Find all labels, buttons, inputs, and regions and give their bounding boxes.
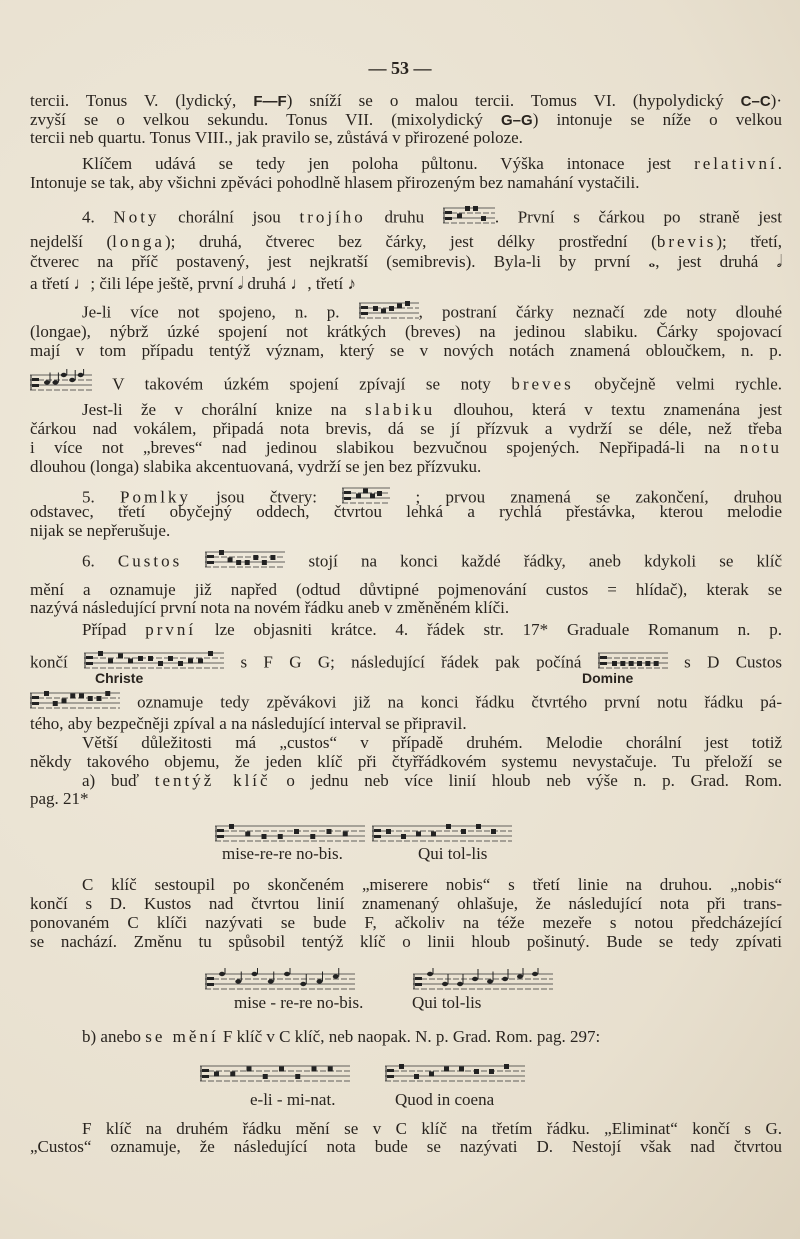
page-number: — 53 — — [368, 58, 432, 78]
modern-slur-notation-icon — [30, 369, 92, 402]
text-line — [30, 913, 782, 933]
text-span: . První s čárkou po straně jest — [494, 207, 782, 227]
text-span: mají v tom případu tentýž význam, který se v nových notách znamená obloučkem, n. p. — [30, 341, 782, 360]
text-span: zvyší se o velkou sekundu. Tonus VII. (mixolydický — [30, 110, 501, 129]
text-span: a třetí — [30, 274, 74, 293]
text-span: stojí na konci každé řádky, aneb kdykoli se klíč — [285, 551, 783, 571]
text-line — [30, 647, 782, 672]
text-span: ); třetí, — [716, 232, 782, 251]
text-span: )· — [770, 91, 782, 110]
text-span: F klíč v C klíč, neb naopak. N. p. Grad. Rom. pag. 297: — [218, 1027, 601, 1046]
text-span: končí s D. Kustos nad čtvrtou linií znamenaný ohlašuje, že následující nota při trans- — [30, 894, 782, 913]
text-span: pag. 21* — [30, 789, 89, 808]
text-span: 𝅗𝅥 — [776, 252, 782, 271]
text-span: (longae), nýbrž úzké spojení not krátkých (breves) na jedinou slabiku. Čárky spojovací — [30, 322, 782, 341]
three-note-types-notation-icon — [443, 202, 495, 235]
text-span: tého, aby bezpečněji zpíval a na následující interval se připravil. — [30, 714, 467, 733]
text-span: tercii. Tonus V. (lydický, — [30, 91, 254, 110]
text-span: F—F — [253, 93, 287, 110]
text-span: s D Custos — [667, 652, 782, 672]
text-line — [30, 322, 782, 342]
example-b-chant-staff-1 — [200, 1060, 350, 1093]
text-span: druhu — [365, 207, 443, 227]
text-span: tercii neb quartu. Tonus VIII., jak pravilo se, zůstává v přirozené poloze. — [30, 128, 523, 147]
text-line — [30, 128, 782, 148]
text-span: druhá — [243, 274, 291, 293]
text-span: relativní — [694, 154, 778, 173]
text-line — [30, 173, 782, 193]
text-span — [182, 551, 205, 570]
example-b-chant-staff-2 — [385, 1060, 525, 1093]
lyrics: Qui tol-lis — [418, 844, 488, 863]
text-line — [30, 502, 782, 522]
text-span: „Custos“ oznamuje, že následující nota bude se nazývati D. Nestojí však nad čtvrtou — [30, 1137, 782, 1156]
text-line — [30, 341, 782, 361]
custos-notation-icon — [205, 546, 285, 579]
text-line — [30, 620, 782, 640]
text-span: čtverec na příč postavený, jest nejkratší (semibrevis). Byla-li by první — [30, 252, 649, 271]
text-span: notu — [739, 438, 782, 457]
text-span: 𝅗𝅥 — [237, 274, 244, 293]
text-line — [30, 400, 782, 420]
text-span: , jest druhá — [655, 252, 777, 271]
text-span: Větší důležitosti má „custos“ v případě druhém. Melodie chorální jest totiž — [82, 733, 782, 752]
text-line — [30, 232, 782, 252]
text-span: C–C — [740, 93, 771, 110]
text-line — [30, 274, 782, 294]
text-span: C klíč sestoupil po skončeném „miserere nobis“ s třetí linie na druhou. „nobis“ — [82, 875, 782, 894]
text-span: nijak se nepřerušuje. — [30, 521, 171, 540]
text-span: trojího — [299, 207, 366, 227]
text-span: V takovém úzkém spojení zpívají se noty — [92, 374, 512, 394]
text-span: mění a oznamuje již napřed (odtud důvtipné pojmenování custos = hlídač), kterak se — [30, 580, 782, 599]
text-span: se nachází. Změnu tu spůsobil tentýž klíč o linii hloub pošinutý. Bude se tedy zpívati — [30, 932, 782, 951]
text-line — [30, 598, 782, 618]
text-line — [30, 369, 782, 394]
text-span: tentýž klíč — [154, 771, 271, 790]
text-span: a) buď — [82, 771, 155, 790]
text-span: oznamuje tedy zpěvákovi již na konci řádku čtvrtého první notu řádku pá- — [120, 692, 782, 712]
text-span: ; čili lépe ještě, první — [90, 274, 238, 293]
label-domine: Domine — [582, 670, 634, 686]
text-span: ponovaném C klíči nazývati se bude F, ačkoliv na téže mezeře s notou předcházející — [30, 913, 782, 932]
text-span: dlouhou (longa) slabika akcentuovaná, vydrží se jen bez přízvuku. — [30, 457, 482, 476]
text-line — [30, 687, 782, 712]
text-span: nejdelší ( — [30, 232, 113, 251]
text-span: Je-li více not spojeno, n. p. — [82, 302, 359, 322]
text-span: 𝅝 — [648, 252, 656, 271]
text-span: lze objasniti krátce. 4. řádek str. 17* Graduale Romanum n. p. — [196, 620, 782, 639]
text-span: i více not „breves“ nad jedinou slabikou bezvučnou spojených. Nepřipadá-li na — [30, 438, 740, 457]
text-line — [30, 1119, 782, 1139]
text-span: ♩ — [73, 274, 91, 293]
text-line — [30, 438, 782, 458]
lyrics: Quod in coena — [395, 1090, 495, 1109]
text-span: chorální jsou — [159, 207, 300, 227]
text-line — [30, 752, 782, 772]
text-line — [30, 521, 782, 541]
lyrics: mise-re-re no-bis. — [222, 844, 343, 863]
text-span: nazývá následující první nota na novém řádku aneb v změněném klíči. — [30, 598, 510, 617]
text-span: ♪ — [347, 274, 356, 293]
text-span: brevis — [656, 232, 717, 251]
text-span: jsou čtvery: — [190, 487, 343, 507]
text-span: F klíč na druhém řádku mění se v C klíč na třetím řádku. „Eliminat“ končí s G. — [82, 1119, 782, 1138]
text-line — [30, 297, 782, 322]
text-line — [30, 252, 782, 272]
text-span: někdy takového objemu, že jeden klíč při čtyřřádkovém systemu nevystačuje. Tu přeloží se — [30, 752, 782, 771]
text-line — [30, 110, 782, 130]
text-line — [30, 419, 782, 439]
text-span: breves — [511, 374, 574, 394]
text-line — [30, 202, 782, 227]
text-line — [30, 789, 782, 809]
text-span: odstavec, třetí obyčejný oddech, čtvrtou lehká a rychlá přestávka, kterou melodie — [30, 502, 782, 521]
text-line — [30, 154, 782, 174]
text-line — [30, 1027, 782, 1047]
label-christe: Christe — [95, 670, 144, 686]
text-line — [30, 894, 782, 914]
text-span: 6. — [82, 551, 118, 571]
text-span: končí — [30, 652, 85, 672]
text-span: ); druhá, čtverec bez čárky, jest délky prostřední ( — [164, 232, 657, 251]
text-span: obyčejně velmi rychle. — [573, 374, 782, 394]
text-line — [30, 580, 782, 600]
text-line — [30, 714, 782, 734]
text-line — [30, 1137, 782, 1157]
text-span: Pomlky — [120, 487, 191, 507]
text-span: Intonuje se tak, aby všichni zpěváci pohodlně hlasem přirozeným bez namahání vystačili. — [30, 173, 640, 192]
text-span: čárkou nad vokálem, připadá nota brevis, dá se jí přízvuk a vydrží se déle, než třeba — [30, 419, 782, 438]
text-span: b) anebo — [82, 1027, 146, 1046]
text-span: G–G — [501, 112, 533, 129]
text-span: s F G G; následující řádek pak počíná — [224, 652, 598, 672]
lyrics: mise - re-re no-bis. — [234, 993, 364, 1012]
text-line — [30, 91, 782, 111]
text-span: se mění — [145, 1027, 219, 1046]
text-span: Custos — [117, 551, 183, 571]
text-line — [30, 457, 782, 477]
text-span: Klíčem udává se tedy jen poloha půltonu. Výška intonace jest — [82, 154, 695, 173]
text-span: ) intonuje se níže o velkou — [532, 110, 783, 129]
text-line — [30, 932, 782, 952]
text-span: longa — [112, 232, 165, 251]
text-line — [30, 733, 782, 753]
lyrics: Qui tol-lis — [412, 993, 482, 1012]
text-span: Jest-li že v chorální knize na — [82, 400, 366, 419]
text-span: ♩ — [290, 274, 308, 293]
lyrics: e-li - mi-nat. — [250, 1090, 336, 1109]
text-line — [30, 875, 782, 895]
text-span: , postraní čárky neznačí zde noty dlouhé — [418, 302, 782, 322]
text-line — [30, 771, 782, 791]
text-span: ; prvou znamená se zakončení, druhou — [390, 487, 782, 507]
text-span: Noty — [113, 207, 160, 227]
text-span: ) sníží se o malou tercii. Tomus VI. (hypolydický — [286, 91, 741, 110]
text-span: 4. — [82, 207, 114, 227]
text-line — [30, 482, 782, 507]
text-span: první — [145, 620, 197, 639]
text-span: , třetí — [307, 274, 348, 293]
text-span: . — [777, 154, 782, 173]
text-line — [30, 546, 783, 571]
text-span: 5. — [82, 487, 121, 507]
text-span: dlouhou, která v textu znamenána jest — [435, 400, 782, 419]
text-span: slabiku — [365, 400, 436, 419]
text-span: Případ — [82, 620, 146, 639]
text-span: o jednu neb více linií hloub neb výše n. p. Grad. Rom. — [270, 771, 783, 790]
